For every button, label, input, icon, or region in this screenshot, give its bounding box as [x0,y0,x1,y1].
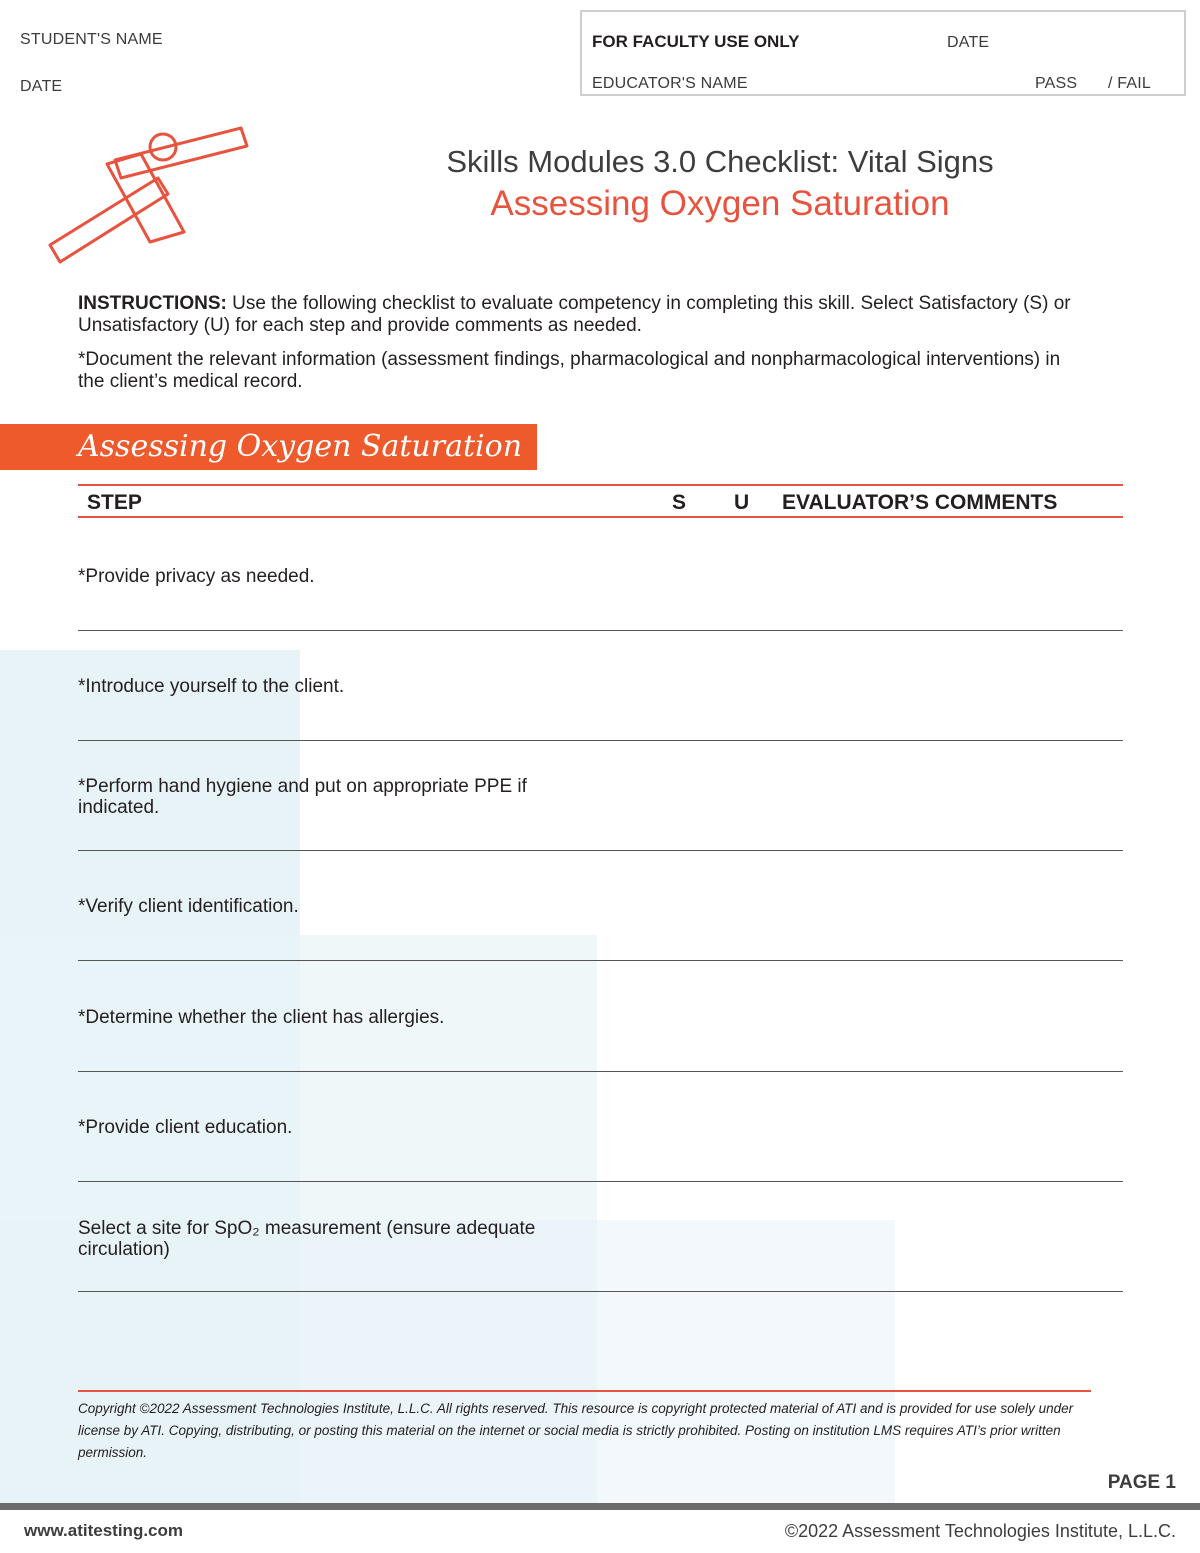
company-copyright: ©2022 Assessment Technologies Institute, L.L.C. [784,1521,1176,1541]
educator-name-label: EDUCATOR'S NAME [592,75,748,92]
section-banner [0,424,537,470]
faculty-title: FOR FACULTY USE ONLY [592,32,800,51]
table-row [78,1072,1123,1182]
table-row [78,741,1123,851]
table-row [78,521,1123,631]
table-row [78,851,1123,961]
page-subtitle: Assessing Oxygen Saturation [490,184,950,223]
fail-label: / FAIL [1108,75,1151,92]
instructions-paragraph [78,293,1078,337]
table-row [78,631,1123,741]
instructions-note: *Document the relevant information (assessment findings, pharmacological and nonpharmacological interventions) in the client’s medical record. [78,349,1061,392]
table-header [78,484,1123,518]
section-title: Assessing Oxygen Saturation [78,429,523,464]
pass-label: PASS [1035,75,1078,92]
website-link[interactable]: www.atitesting.com [24,1521,184,1540]
table-row [78,1182,1123,1292]
step-text: *Introduce yourself to the client. [78,676,345,697]
instructions-text: Use the following checklist to evaluate competency in completing this skill. Select Satisfactory (S) or Unsatisfactory (U) for each step and provide comments as needed. [78,293,1071,336]
step-text: *Verify client identification. [78,896,299,917]
step-text: *Perform hand hygiene and put on appropriate PPE if indicated. [78,776,527,818]
page-number: PAGE 1 [1107,1472,1176,1493]
faculty-date-label: DATE [947,34,990,51]
header-comments: EVALUATOR’S COMMENTS [782,491,1058,514]
step-text: *Determine whether the client has allergies. [78,1007,445,1028]
header-u: U [734,491,750,514]
table-row [78,962,1123,1072]
footer-divider [0,1503,1200,1510]
page-title: Skills Modules 3.0 Checklist: Vital Signs [446,144,994,179]
step-text: *Provide privacy as needed. [78,566,315,587]
step-text: *Provide client education. [78,1117,293,1138]
instructions-label: INSTRUCTIONS: [78,293,227,314]
student-name-label: STUDENT'S NAME [20,31,163,48]
faculty-use-box [580,10,1186,96]
step-text: Select a site for SpO₂ measurement (ensure adequate circulation) [78,1218,536,1260]
copyright-notice: Copyright ©2022 Assessment Technologies Institute, L.L.C. All rights reserved. This resource is copyright protected material of ATI and is provided for use solely under license by ATI. Copying, distributing, or posting this material on the internet or social media is strictly prohibited. Posting on institution LMS requires ATI’s prior written permission. [78,1390,1091,1464]
header-s: S [672,491,687,514]
header-step: STEP [87,491,142,514]
instructions [78,293,1078,405]
student-date-label: DATE [20,78,63,95]
